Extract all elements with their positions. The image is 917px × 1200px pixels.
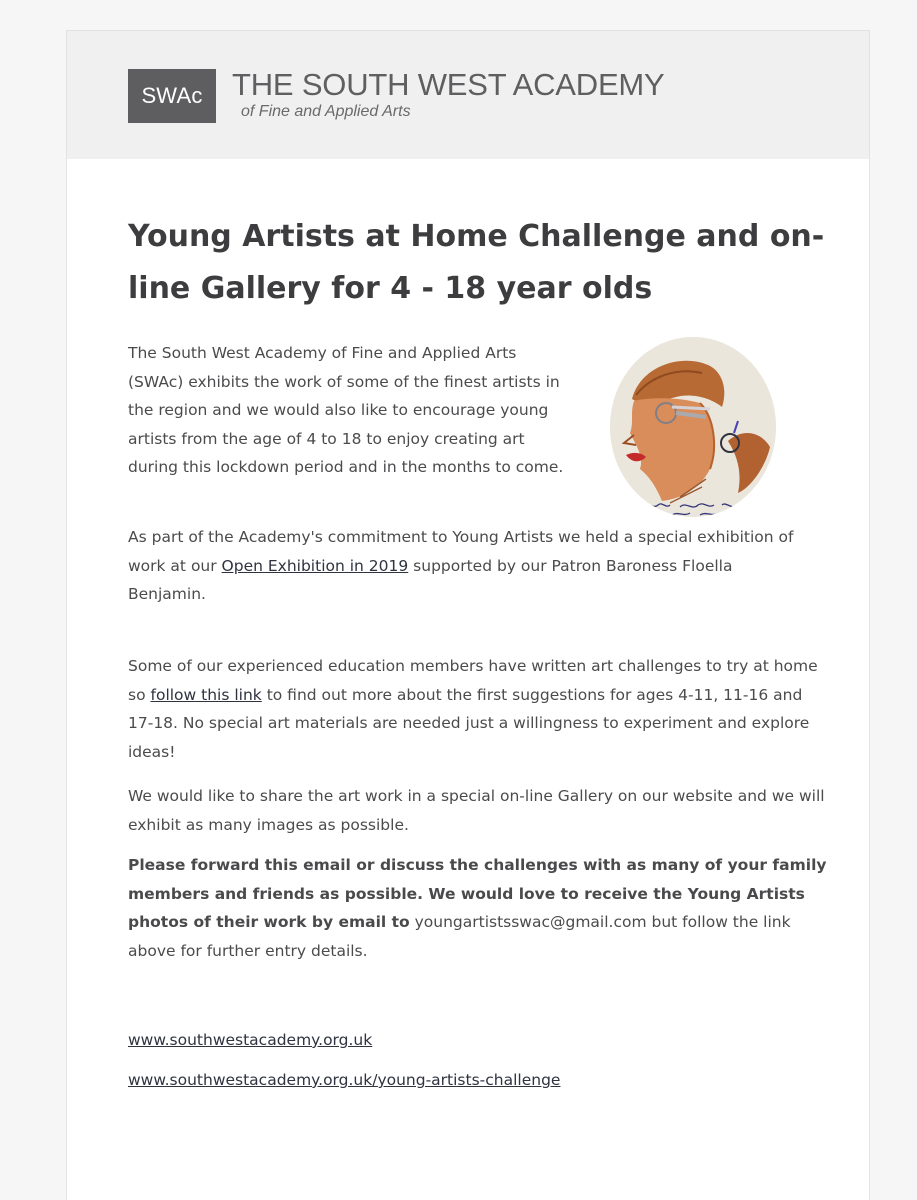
follow-this-link[interactable]: follow this link (150, 685, 262, 704)
logo-badge: SWAc (128, 69, 216, 123)
email-card (66, 30, 870, 1200)
intro-paragraph: The South West Academy of Fine and Applied Arts (SWAc) exhibits the work of some of the finest artists in the region and we would also like to encourage young artists from the age of 4 to 18 to enjoy creating art during this lockdown period and in the months to come. (128, 344, 564, 476)
forward-paragraph (128, 851, 828, 965)
headline: Young Artists at Home Challenge and on-line Gallery for 4 - 18 year olds (128, 219, 825, 306)
portrait-drawing-icon (610, 337, 776, 517)
open-exhibition-link[interactable]: Open Exhibition in 2019 (221, 556, 409, 575)
child-portrait-drawing-image (610, 337, 776, 517)
challenges-text-end: to find out more about the first suggestions for ages 4-11, 11-16 and 17-18. No special art materials are needed just a willingness to experiment and explore ideas! (128, 685, 810, 761)
challenges-text-start: Some of our experienced education members have written art challenges to try at home so (128, 657, 818, 704)
commitment-paragraph (128, 523, 808, 609)
logo-title: THE SOUTH WEST ACADEMY (232, 67, 665, 102)
commitment-text-start: As part of the Academy's commitment to Young Artists we held a special exhibition of work at our (128, 528, 794, 575)
gallery-paragraph: We would like to share the art work in a special on-line Gallery on our website and we will exhibit as many images as possible. (128, 787, 825, 834)
logo-subtitle: of Fine and Applied Arts (241, 103, 411, 120)
forward-text-rest: youngartistsswac@gmail.com but follow the link above for further entry details. (128, 913, 791, 960)
challenge-link-row (128, 1066, 560, 1095)
forward-text-bold: Please forward this email or discuss the challenges with as many of your family members and friends as possible. We would love to receive the Young Artists photos of their work by email to (128, 856, 827, 931)
website-link[interactable]: www.southwestacademy.org.uk (128, 1031, 373, 1049)
commitment-text-end: supported by our Patron Baroness Floella Benjamin. (128, 556, 733, 603)
email-header (67, 31, 869, 159)
website-link-row (128, 1026, 372, 1055)
young-artists-challenge-link[interactable]: www.southwestacademy.org.uk/young-artists-challenge (128, 1071, 561, 1089)
challenges-paragraph (128, 652, 828, 766)
